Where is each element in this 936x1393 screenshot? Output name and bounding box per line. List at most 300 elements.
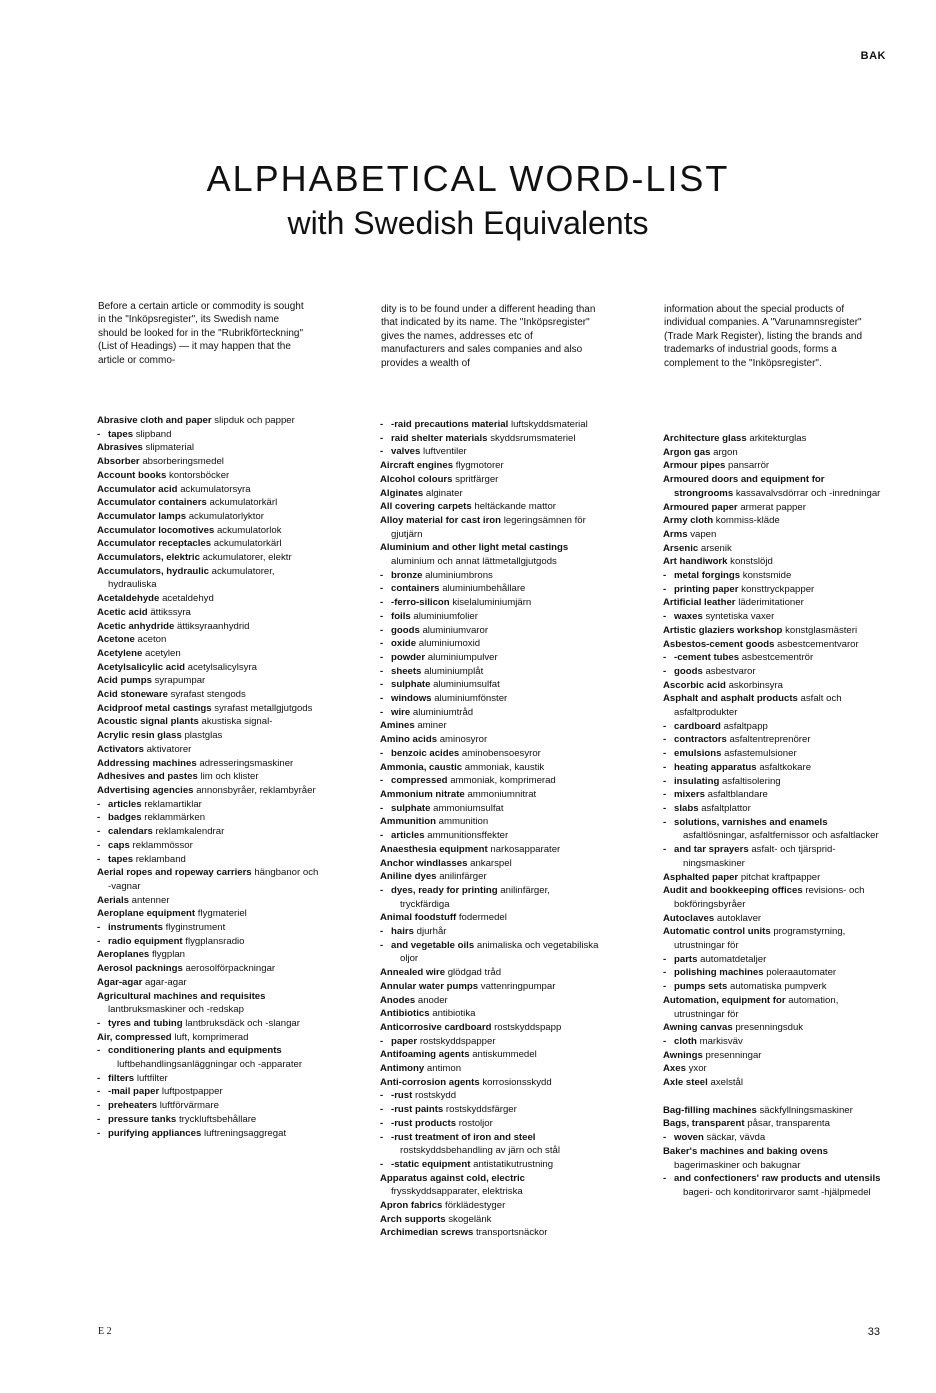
word-list-entry xyxy=(663,1021,885,1035)
swedish-equivalent: legeringsämnen för gjutjärn xyxy=(391,514,586,540)
swedish-equivalent: syntetiska vaxer xyxy=(705,611,775,623)
swedish-equivalent: förklädestyger xyxy=(445,1200,506,1212)
english-term: Automatic control units xyxy=(663,926,771,938)
swedish-equivalent: aceton xyxy=(137,634,167,646)
english-term: Acetylene xyxy=(97,647,143,659)
swedish-equivalent: pitchat kraftpapper xyxy=(740,871,821,883)
word-list-entry xyxy=(380,1076,602,1090)
word-list-entry xyxy=(380,774,602,788)
sub-entry-dash: - xyxy=(380,665,384,677)
english-term: Aircraft engines xyxy=(380,460,454,472)
swedish-equivalent: aluminiumfönster xyxy=(434,693,508,705)
swedish-equivalent: acetylen xyxy=(145,647,181,659)
word-list-entry xyxy=(663,446,885,460)
english-term: Antibiotics xyxy=(380,1008,430,1020)
word-list-entry xyxy=(380,487,602,501)
word-list-entry xyxy=(380,1035,602,1049)
swedish-equivalent: antimon xyxy=(426,1063,462,1075)
english-term: Asbestos-cement goods xyxy=(663,638,775,650)
swedish-equivalent: säckfyllningsmaskiner xyxy=(759,1104,853,1116)
english-term: Acid stoneware xyxy=(97,689,168,701)
word-list-entry xyxy=(380,815,602,829)
english-term: heating apparatus xyxy=(674,761,757,773)
word-list-entry xyxy=(97,674,319,688)
swedish-equivalent: markisväv xyxy=(699,1035,743,1047)
swedish-equivalent: flyginstrument xyxy=(165,922,226,934)
swedish-equivalent: ackumulatorlok xyxy=(216,524,282,536)
word-list-entry xyxy=(380,624,602,638)
word-list-entry xyxy=(663,638,885,652)
sub-entry-dash: - xyxy=(663,1132,667,1144)
english-term: Audit and bookkeeping offices xyxy=(663,885,803,897)
intro-paragraph-1: Before a certain article or commodity is sought in the "Inköpsregister", its Swedish name should be looked for in the "Rubrikförteckning" (List of Headings) — it may happen that the article or commo- xyxy=(98,301,304,366)
word-list-entry xyxy=(380,1048,602,1062)
sub-entry-dash: - xyxy=(380,926,384,938)
sub-entry-dash: - xyxy=(663,967,667,979)
swedish-equivalent: antiskummedel xyxy=(472,1049,537,1061)
word-list-entry xyxy=(97,825,319,839)
english-term: Asphalted paper xyxy=(663,871,739,883)
swedish-equivalent: kontorsböcker xyxy=(168,469,230,481)
sub-entry-dash: - xyxy=(380,939,384,951)
swedish-equivalent: automatdetaljer xyxy=(700,953,767,965)
swedish-equivalent: transportsnäckor xyxy=(476,1227,548,1239)
word-list-entry xyxy=(380,802,602,816)
sub-entry-dash: - xyxy=(663,583,667,595)
word-list-entry xyxy=(97,441,319,455)
swedish-equivalent: luftventiler xyxy=(423,446,467,458)
swedish-equivalent: ammoniak, kaustik xyxy=(464,761,545,773)
english-term: -raid precautions material xyxy=(391,419,509,430)
word-list-entry xyxy=(380,1172,602,1199)
word-list-entry xyxy=(663,994,885,1021)
sub-entry-dash: - xyxy=(663,748,667,760)
sub-entry-dash: - xyxy=(663,611,667,623)
word-list-entry xyxy=(97,907,319,921)
swedish-equivalent: revisions- och bokföringsbyråer xyxy=(674,885,865,910)
sub-entry-dash: - xyxy=(380,1117,384,1129)
word-list-entry xyxy=(380,1007,602,1021)
english-term: Alcohol colours xyxy=(380,473,453,485)
swedish-equivalent: rostskyddspapp xyxy=(494,1021,562,1033)
sub-entry-dash: - xyxy=(663,775,667,787)
english-term: polishing machines xyxy=(674,967,764,979)
sub-entry-dash: - xyxy=(663,570,667,582)
sub-entry-dash: - xyxy=(380,884,384,896)
word-list-entry xyxy=(663,1035,885,1049)
swedish-equivalent: narkosapparater xyxy=(490,843,561,855)
word-list-entry xyxy=(663,912,885,926)
english-term: bronze xyxy=(391,569,423,581)
english-term: Aerial ropes and ropeway carriers xyxy=(97,867,252,879)
swedish-equivalent: ammunition xyxy=(438,816,489,828)
swedish-equivalent: luftbehandlingsanläggningar och -apparater xyxy=(117,1059,303,1071)
swedish-equivalent: säckar, vävda xyxy=(706,1132,766,1144)
word-list-entry xyxy=(380,500,602,514)
word-list-entry xyxy=(380,870,602,884)
swedish-equivalent: rostskyddspapper xyxy=(419,1035,496,1047)
swedish-equivalent: automation, utrustningar för xyxy=(674,994,839,1020)
word-list-entry xyxy=(663,816,885,843)
sub-entry-dash: - xyxy=(380,1035,384,1047)
word-list-entry xyxy=(97,606,319,620)
word-list-entry xyxy=(97,702,319,716)
swedish-equivalent: luftförvärmare xyxy=(159,1100,219,1112)
word-list-entry xyxy=(97,428,319,442)
english-term: Armoured doors and equipment for strongrooms xyxy=(663,474,825,499)
english-term: -rust paints xyxy=(391,1104,444,1116)
english-term: Acidproof metal castings xyxy=(97,702,212,714)
swedish-equivalent: armerat papper xyxy=(740,501,806,513)
word-list-entry xyxy=(97,853,319,867)
swedish-equivalent: rostskyddsbehandling av järn och stål xyxy=(400,1145,560,1157)
swedish-equivalent: presenningsduk xyxy=(735,1022,804,1034)
english-term: Anti-corrosion agents xyxy=(380,1076,480,1088)
word-list-entry xyxy=(97,743,319,757)
word-list-entry xyxy=(380,1158,602,1172)
swedish-equivalent: rostskydd xyxy=(415,1090,457,1102)
word-list-entry xyxy=(380,459,602,473)
word-list-entry xyxy=(380,925,602,939)
swedish-equivalent: vattenringpumpar xyxy=(480,980,556,992)
swedish-equivalent: djurhår xyxy=(416,926,447,938)
swedish-equivalent: agar-agar xyxy=(145,976,187,988)
swedish-equivalent: hängbanor och -vagnar xyxy=(108,867,319,892)
swedish-equivalent: rostoljor xyxy=(458,1117,493,1129)
word-list-entry xyxy=(97,1044,319,1071)
word-list-column-3 xyxy=(663,432,885,1200)
word-list-entry xyxy=(380,939,602,966)
swedish-equivalent: aluminiumpulver xyxy=(427,651,498,663)
word-list-entry xyxy=(97,620,319,634)
swedish-equivalent: ammoniumsulfat xyxy=(433,802,504,814)
swedish-equivalent: asfaltentreprenörer xyxy=(729,734,811,746)
swedish-equivalent: ackumulatorsyra xyxy=(180,483,251,495)
english-term: powder xyxy=(391,651,426,663)
swedish-equivalent: acetaldehyd xyxy=(162,593,214,605)
english-term: Army cloth xyxy=(663,515,714,527)
sub-entry-dash: - xyxy=(380,583,384,595)
sub-entry-dash: - xyxy=(380,679,384,691)
english-term: Bag-filling machines xyxy=(663,1104,757,1116)
swedish-equivalent: flygplan xyxy=(151,949,186,961)
word-list-entry xyxy=(663,1117,885,1131)
word-list-entry xyxy=(380,432,602,446)
english-term: metal forgings xyxy=(674,570,741,582)
swedish-equivalent: asfastemulsioner xyxy=(724,748,797,760)
word-list-entry xyxy=(380,596,602,610)
english-term: Anaesthesia equipment xyxy=(380,843,488,855)
english-term: compressed xyxy=(391,775,448,787)
word-list-entry xyxy=(97,770,319,784)
english-term: Artificial leather xyxy=(663,597,736,609)
sub-entry-dash: - xyxy=(380,446,384,458)
english-term: and tar sprayers xyxy=(674,844,749,856)
english-term: Armour pipes xyxy=(663,460,726,472)
word-list-entry xyxy=(97,715,319,729)
english-term: Ammonia, caustic xyxy=(380,761,463,773)
swedish-equivalent: argon xyxy=(713,446,738,458)
word-list-entry xyxy=(380,706,602,720)
sub-entry-dash: - xyxy=(97,812,101,824)
word-list-entry xyxy=(663,555,885,569)
swedish-equivalent: aluminiumsulfat xyxy=(433,679,500,691)
word-list-entry xyxy=(663,692,885,719)
word-list-entry xyxy=(97,469,319,483)
english-term: -rust xyxy=(391,1090,413,1102)
sub-entry-dash: - xyxy=(663,981,667,993)
english-term: Architecture glass xyxy=(663,433,747,444)
word-list-entry xyxy=(97,784,319,798)
english-term: articles xyxy=(391,830,425,842)
swedish-equivalent: pansarrör xyxy=(728,460,770,472)
word-list-entry xyxy=(380,678,602,692)
english-term: Amines xyxy=(380,720,415,732)
swedish-equivalent: anoder xyxy=(417,994,448,1006)
swedish-equivalent: tryckluftsbehållare xyxy=(178,1113,257,1125)
sub-entry-dash: - xyxy=(380,1158,384,1170)
english-term: Ascorbic acid xyxy=(663,679,726,691)
english-term: purifying appliances xyxy=(108,1127,202,1139)
english-term: benzoic acides xyxy=(391,747,460,759)
word-list-entry xyxy=(97,1031,319,1045)
swedish-equivalent: flygplansradio xyxy=(185,935,245,947)
english-term: Addressing machines xyxy=(97,757,197,769)
word-list-entry xyxy=(663,1062,885,1076)
english-term: Antifoaming agents xyxy=(380,1049,470,1061)
word-list-entry xyxy=(663,596,885,610)
swedish-equivalent: plastglas xyxy=(184,730,223,742)
english-term: -rust treatment of iron and steel xyxy=(391,1131,536,1143)
english-term: Accumulators, elektric xyxy=(97,552,200,564)
sub-entry-dash: - xyxy=(380,419,384,430)
english-term: calendars xyxy=(108,826,153,838)
english-term: Antimony xyxy=(380,1063,425,1075)
swedish-equivalent: anilinfärger xyxy=(439,871,487,883)
word-list-column-2 xyxy=(380,418,602,1240)
word-list-entry xyxy=(97,510,319,524)
word-list-entry xyxy=(663,569,885,583)
word-list-entry xyxy=(97,1017,319,1031)
word-list-entry xyxy=(663,871,885,885)
english-term: and vegetable oils xyxy=(391,939,475,951)
word-list-entry xyxy=(380,692,602,706)
word-list-entry xyxy=(380,857,602,871)
english-term: -rust products xyxy=(391,1117,457,1129)
sub-entry-dash: - xyxy=(380,610,384,622)
english-term: Accumulator lamps xyxy=(97,510,187,522)
english-term: Aluminium and other light metal castings xyxy=(380,542,569,554)
title-line-1: ALPHABETICAL WORD-LIST xyxy=(206,158,730,199)
english-term: Ammunition xyxy=(380,816,436,828)
swedish-equivalent: aminosyror xyxy=(439,734,488,746)
word-list-entry xyxy=(663,501,885,515)
swedish-equivalent: slipmaterial xyxy=(145,442,195,454)
word-list-entry xyxy=(663,665,885,679)
english-term: tapes xyxy=(108,853,134,865)
word-list-entry xyxy=(663,679,885,693)
swedish-equivalent: aluminiumfolier xyxy=(413,610,478,622)
word-list-entry xyxy=(97,496,319,510)
swedish-equivalent: ättikssyra xyxy=(150,606,191,618)
english-term: Acetic acid xyxy=(97,606,148,618)
english-term: Argon gas xyxy=(663,446,711,458)
swedish-equivalent: aminobensoesyror xyxy=(461,747,541,759)
sub-entry-dash: - xyxy=(97,1045,101,1057)
word-list-entry xyxy=(380,994,602,1008)
english-term: Aerials xyxy=(97,894,129,906)
word-list-entry xyxy=(380,829,602,843)
swedish-equivalent: ättiksyraanhydrid xyxy=(176,620,250,632)
swedish-equivalent: reklamartiklar xyxy=(144,798,202,810)
english-term: instruments xyxy=(108,922,163,934)
word-list-entry xyxy=(97,565,319,592)
english-term: Automation, equipment for xyxy=(663,994,786,1006)
word-list-entry xyxy=(97,729,319,743)
swedish-equivalent: adresseringsmaskiner xyxy=(199,757,294,769)
sub-entry-dash: - xyxy=(380,830,384,842)
english-term: Accumulator acid xyxy=(97,483,178,495)
sub-entry-dash: - xyxy=(97,1072,101,1084)
swedish-equivalent: aluminiumtråd xyxy=(412,706,474,718)
sub-entry-dash: - xyxy=(380,693,384,705)
word-list-entry xyxy=(97,976,319,990)
english-term: goods xyxy=(391,624,420,636)
english-term: cardboard xyxy=(674,720,721,732)
swedish-equivalent: skogelänk xyxy=(448,1213,492,1225)
sub-entry-dash: - xyxy=(97,1086,101,1098)
intro-paragraph-3: information about the special products of individual companies. A "Varunamnsregister" (Trade Mark Register), listing the brands and trademarks of industrial goods, forms a complement to the "Inköpsregister". xyxy=(664,304,863,369)
page-number: 33 xyxy=(867,1326,880,1338)
swedish-equivalent: kiselaluminiumjärn xyxy=(452,597,532,609)
sub-entry-dash: - xyxy=(663,844,667,856)
word-list-entry xyxy=(663,1076,885,1090)
word-list-entry xyxy=(380,651,602,665)
swedish-equivalent: aluminiumoxid xyxy=(418,638,481,650)
english-term: Alginates xyxy=(380,487,424,499)
swedish-equivalent: animaliska och vegetabiliska oljor xyxy=(400,939,599,965)
word-list-entry xyxy=(97,688,319,702)
swedish-equivalent: automatiska pumpverk xyxy=(730,981,827,993)
swedish-equivalent: ammunitionsffekter xyxy=(427,830,509,842)
english-term: printing paper xyxy=(674,583,739,595)
word-list-entry xyxy=(663,459,885,473)
word-list-entry xyxy=(97,839,319,853)
swedish-equivalent: konstglasmästeri xyxy=(785,624,858,636)
word-list-entry xyxy=(380,1226,602,1240)
english-term: preheaters xyxy=(108,1100,158,1112)
word-list-entry xyxy=(97,798,319,812)
english-term: Adhesives and pastes xyxy=(97,771,198,783)
swedish-equivalent: bageri- och konditorirvaror samt -hjälpmedel xyxy=(683,1186,871,1198)
sub-entry-dash: - xyxy=(380,638,384,650)
sub-entry-dash: - xyxy=(663,816,667,828)
english-term: pressure tanks xyxy=(108,1113,177,1125)
swedish-equivalent: ammoniak, komprimerad xyxy=(450,775,556,787)
word-list-entry xyxy=(663,528,885,542)
english-term: articles xyxy=(108,798,142,810)
english-term: solutions, varnishes and enamels xyxy=(674,816,828,828)
swedish-equivalent: aluminiumvaror xyxy=(422,624,489,636)
word-list-entry xyxy=(97,811,319,825)
english-term: Aerosol packnings xyxy=(97,963,183,975)
swedish-equivalent: reklamband xyxy=(135,853,186,865)
english-term: waxes xyxy=(674,611,703,623)
swedish-equivalent: lim och klister xyxy=(200,771,259,783)
english-term: Apparatus against cold, electric xyxy=(380,1172,526,1184)
english-term: woven xyxy=(674,1132,704,1144)
word-list-entry xyxy=(380,582,602,596)
swedish-equivalent: luft, komprimerad xyxy=(174,1031,249,1043)
sub-entry-dash: - xyxy=(380,802,384,814)
english-term: parts xyxy=(674,953,698,965)
english-term: Annealed wire xyxy=(380,967,446,979)
english-term: windows xyxy=(391,693,432,705)
word-list-entry xyxy=(663,1049,885,1063)
swedish-equivalent: syrafast stengods xyxy=(170,689,246,701)
word-list-entry xyxy=(663,610,885,624)
sub-entry-dash: - xyxy=(97,1017,101,1029)
word-list-entry xyxy=(380,747,602,761)
word-list-entry xyxy=(380,719,602,733)
swedish-equivalent: lantbruksdäck och -slangar xyxy=(185,1017,300,1029)
swedish-equivalent: ammoniumnitrat xyxy=(467,788,537,800)
swedish-equivalent: yxor xyxy=(688,1063,707,1075)
word-list-entry xyxy=(380,966,602,980)
english-term: Acetylsalicylic acid xyxy=(97,661,185,673)
sub-entry-dash: - xyxy=(663,734,667,746)
english-term: Alloy material for cast iron xyxy=(380,514,502,526)
english-term: conditionering plants and equipments xyxy=(108,1045,282,1057)
word-list-entry xyxy=(663,473,885,500)
english-term: goods xyxy=(674,665,703,677)
english-term: Agar-agar xyxy=(97,976,143,988)
word-list-entry xyxy=(663,843,885,870)
swedish-equivalent: askorbinsyra xyxy=(728,679,783,691)
sub-entry-dash: - xyxy=(97,798,101,810)
word-list-entry xyxy=(380,843,602,857)
english-term: Air, compressed xyxy=(97,1031,172,1043)
swedish-equivalent: skyddsrumsmateriel xyxy=(490,432,576,444)
swedish-equivalent: reklammärken xyxy=(144,812,206,824)
english-term: Arsenic xyxy=(663,542,699,554)
word-list-entry xyxy=(663,953,885,967)
word-list-entry xyxy=(663,775,885,789)
swedish-equivalent: asbestvaror xyxy=(705,665,756,677)
english-term: Abrasives xyxy=(97,442,143,454)
swedish-equivalent: asfaltpapp xyxy=(723,720,768,732)
footer-section-code: E 2 xyxy=(98,1326,112,1337)
word-list-entry xyxy=(380,1117,602,1131)
sub-entry-dash: - xyxy=(380,624,384,636)
swedish-equivalent: ackumulatorer, hydrauliska xyxy=(108,565,275,591)
english-term: Axes xyxy=(663,1063,686,1075)
word-list-entry xyxy=(97,894,319,908)
word-list-entry xyxy=(97,948,319,962)
swedish-equivalent: ackumulatorkärl xyxy=(209,497,278,509)
word-list-entry xyxy=(380,637,602,651)
english-term: sheets xyxy=(391,665,422,677)
swedish-equivalent: reklammössor xyxy=(132,839,193,851)
swedish-equivalent: antenner xyxy=(131,894,170,906)
word-list-entry xyxy=(663,733,885,747)
swedish-equivalent: frysskyddsapparater, elektriska xyxy=(391,1186,523,1198)
word-list-entry xyxy=(97,866,319,893)
word-list-entry xyxy=(380,1021,602,1035)
word-list-entry xyxy=(380,1062,602,1076)
sub-entry-dash: - xyxy=(97,1100,101,1112)
swedish-equivalent: slipduk och papper xyxy=(214,415,295,426)
